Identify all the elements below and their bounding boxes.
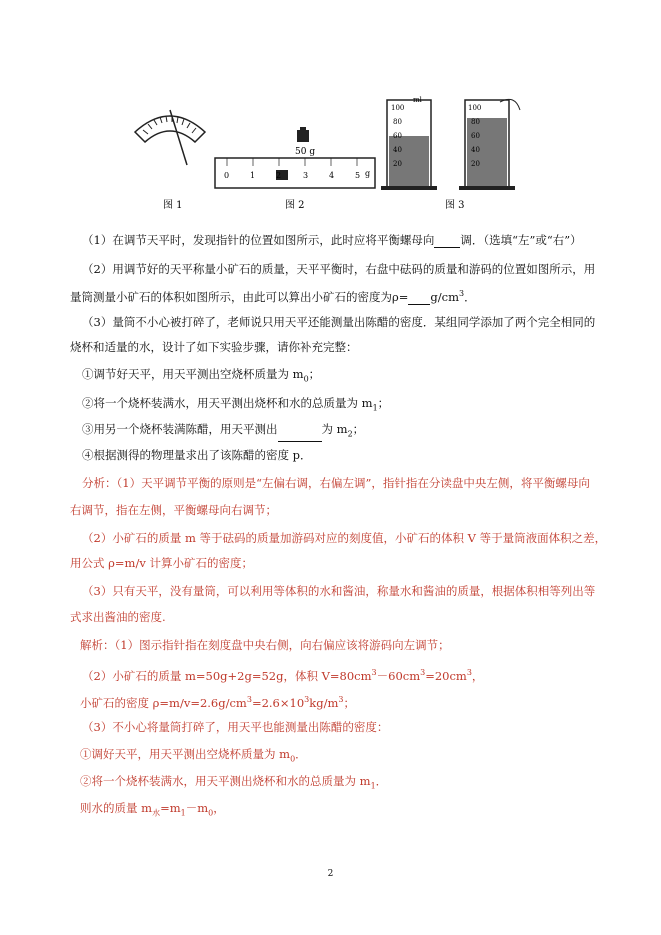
analysis-line-6: 式求出酱油的密度. xyxy=(70,610,166,624)
q2-line-2: 量筒测量小矿石的体积如图所示，由此可以算出小矿石的密度为$\rho= g/cm^3$． xyxy=(70,289,476,304)
svg-text:20: 20 xyxy=(471,160,480,168)
analysis-line-4: 用公式 ρ=m/v 计算小矿石的密度； xyxy=(70,556,253,570)
step-3: ③用另一个烧杯装满陈醋，用天平测出 为 $m_2$； xyxy=(82,421,364,442)
cylinder-figure-left xyxy=(381,96,437,190)
svg-text:3: 3 xyxy=(303,171,309,180)
svg-text:100: 100 xyxy=(468,104,482,112)
q3-line-2: 烧杯和适量的水，设计了如下实验步骤，请你补充完整： xyxy=(70,340,358,354)
svg-text:4: 4 xyxy=(329,171,335,180)
svg-text:40: 40 xyxy=(471,146,480,154)
ruler-figure xyxy=(215,127,375,188)
solution-line-4: （3）不小心将量筒打碎了，用天平也能测量出陈醋的密度： xyxy=(82,720,389,734)
solution-line-5: ①调好天平，用天平测出空烧杯质量为 $m_0$． xyxy=(80,747,307,764)
page-number: 2 xyxy=(327,869,334,879)
svg-text:2: 2 xyxy=(276,171,282,180)
balance-dial-figure xyxy=(135,110,205,165)
q1-line: （1）在调节天平时，发现指针的位置如图所示，此时应将平衡螺母向 调．（选填“左”或“右”） xyxy=(82,233,582,247)
fig3-caption: 图 3 xyxy=(445,200,465,211)
solution-line-6: ②将一个烧杯装满水，用天平测出烧杯和水的总质量为 $m_1$． xyxy=(80,774,388,791)
svg-text:20: 20 xyxy=(393,160,402,168)
svg-text:1: 1 xyxy=(250,171,256,180)
q2-line-1: （2）用调节好的天平称量小矿石的质量，天平平衡时，右盘中砝码的质量和游码的位置如图所示，用 xyxy=(82,262,596,276)
svg-text:ml: ml xyxy=(413,96,422,104)
svg-text:100: 100 xyxy=(391,104,405,112)
svg-text:80: 80 xyxy=(471,118,480,126)
analysis-line-2: 右调节，指在左侧，平衡螺母向右调节； xyxy=(70,503,277,517)
fig1-caption: 图 1 xyxy=(163,200,183,211)
solution-line-1: 解析：（1）图示指针指在刻度盘中央右侧，向右偏应该将游码向左调节； xyxy=(80,638,450,652)
svg-text:80: 80 xyxy=(393,118,402,126)
analysis-line-5: （3）只有天平，没有量筒，可以利用等体积的水和酱油，称量水和酱油的质量，根据体积相等列出等 xyxy=(82,584,596,598)
svg-text:0: 0 xyxy=(224,171,230,180)
analysis-line-1: 分析：（1）天平调节平衡的原则是“左偏右调，右偏左调”，指针指在分读盘中央左侧，将平衡螺母向 xyxy=(82,476,590,490)
solution-line-7: 则水的质量 $m_水=m_1-m_0$， xyxy=(80,801,225,818)
weight-label: 50 g xyxy=(295,147,316,157)
svg-text:5: 5 xyxy=(355,171,361,180)
q3-line-1: （3）量筒不小心被打碎了，老师说只用天平还能测量出陈醋的密度．某组同学添加了两个完全相同的 xyxy=(82,315,596,329)
fig2-caption: 图 2 xyxy=(285,200,305,211)
analysis-line-3: （2）小矿石的质量 m 等于砝码的质量加游码对应的刻度值，小矿石的体积 V 等于量筒液面体积之差， xyxy=(82,531,607,545)
solution-line-2: （2）小矿石的质量 m=50g+2g=52g，体积 $V=80cm^3-60cm^3=20cm^3$， xyxy=(82,668,484,683)
svg-text:60: 60 xyxy=(393,132,402,140)
step-4: ④根据测得的物理量求出了该陈醋的密度 p． xyxy=(82,448,312,462)
solution-line-3: 小矿石的密度 $\rho=m/v=2.6g/cm^3=2.6\times 10^3kg/m^3$； xyxy=(80,695,355,710)
svg-text:60: 60 xyxy=(471,132,480,140)
step-2: ②将一个烧杯装满水，用天平测出烧杯和水的总质量为 $m_1$； xyxy=(82,396,390,413)
cylinder-figure-right xyxy=(459,99,520,190)
step-1: ①调节好天平，用天平测出空烧杯质量为 $m_0$； xyxy=(82,367,321,384)
svg-text:g: g xyxy=(365,169,371,178)
experiment-figures xyxy=(115,90,555,215)
svg-text:40: 40 xyxy=(393,146,402,154)
